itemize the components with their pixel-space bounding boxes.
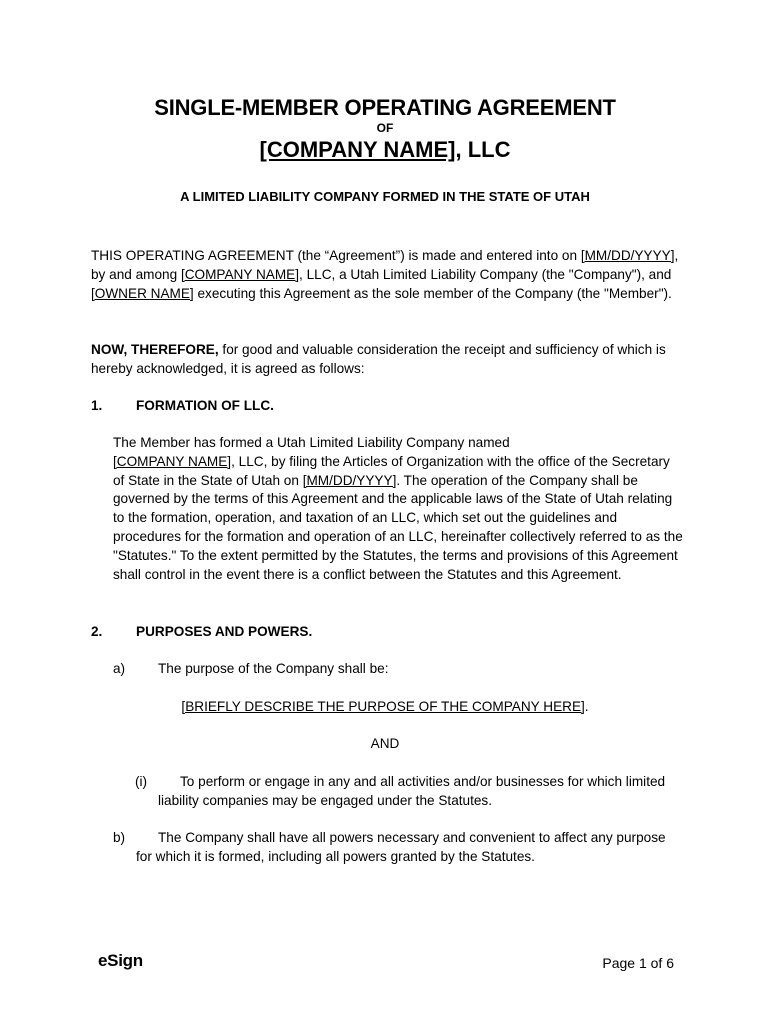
section-number: 2. (91, 624, 103, 639)
clause-a (113, 660, 683, 680)
date-placeholder: [MM/DD/YYYY] (580, 248, 675, 263)
page-number: Page 1 of 6 (602, 955, 674, 971)
clause-b-line-2: for which it is formed, including all powers granted by the Statutes. (136, 848, 535, 864)
clause-label: a) (113, 661, 126, 676)
intro-paragraph (91, 247, 683, 303)
clause-label: b) (113, 830, 126, 845)
section-title: FORMATION OF LLC. (136, 398, 274, 413)
section-1-heading (91, 397, 491, 417)
clause-i-line-2: liability companies may be engaged under the Statutes. (158, 792, 493, 808)
now-therefore-text: for good and valuable consideration the receipt and sufficiency of which is hereby acknowledged, it is agreed as follows: (91, 342, 666, 376)
section-1-text-3: . The operation of the Company shall be governed by the terms of this Agreement and the applicable laws of the State of Utah relating to the formation, operation, and taxation of an LLC, which set out the guidelines and procedures for the formation and operation of an LLC, hereinafter collectively referred to as the "Statutes." To the extent permitted by the Statutes, the terms and provisions of this Agreement shall control in the event there is a conflict between the Statutes and this Agreement. (113, 472, 683, 582)
clause-b (113, 829, 683, 867)
purpose-period: . (584, 699, 589, 714)
owner-name-placeholder: [OWNER NAME] (91, 285, 194, 301)
clause-i-line-1 (135, 773, 680, 792)
esign-logo: eSign (98, 951, 143, 970)
clause-text: The Company shall have all powers necessary and convenient to affect any purpose (158, 830, 666, 845)
section-2-heading (91, 623, 491, 643)
company-name-placeholder: [COMPANY NAME] (259, 137, 456, 162)
section-title: PURPOSES AND POWERS. (136, 624, 313, 639)
intro-text-4: executing this Agreement as the sole member of the Company (the "Member"). (193, 285, 672, 301)
clause-i (135, 773, 680, 811)
intro-text-1: THIS OPERATING AGREEMENT (the “Agreement”) is made and entered into on (91, 248, 578, 263)
section-number: 1. (91, 398, 103, 413)
now-therefore-bold: NOW, THEREFORE, (91, 342, 219, 357)
clause-text: The purpose of the Company shall be: (158, 661, 389, 676)
section-1-body (113, 434, 683, 584)
clause-b-line-1 (113, 829, 683, 848)
company-name-placeholder: [COMPANY NAME] (113, 453, 232, 469)
company-suffix: , LLC (455, 137, 511, 162)
company-name-placeholder: [COMPANY NAME] (180, 266, 300, 282)
clause-text: To perform or engage in any and all activities and/or businesses for which limited (180, 774, 666, 789)
purpose-placeholder: [BRIEFLY DESCRIBE THE PURPOSE OF THE COMPANY HERE] (181, 699, 585, 714)
clause-label: (i) (135, 774, 148, 789)
purpose-line (0, 698, 770, 716)
and-separator: AND (370, 736, 400, 751)
section-1-text-1: The Member has formed a Utah Limited Liability Company named (113, 435, 510, 450)
title-of: OF (376, 121, 394, 135)
document-title: SINGLE-MEMBER OPERATING AGREEMENT (154, 95, 616, 120)
company-title (0, 136, 770, 164)
date-placeholder: [MM/DD/YYYY] (302, 472, 397, 488)
now-therefore-paragraph (91, 341, 683, 379)
intro-text-3: , LLC, a Utah Limited Liability Company (the "Company"), and (299, 266, 672, 282)
intro-text-2: , by and among (91, 248, 679, 282)
section-1-text-2: , LLC, by filing the Articles of Organization with the office of the Secretary of State in the State of Utah on (113, 453, 670, 488)
document-subtitle: A LIMITED LIABILITY COMPANY FORMED IN THE STATE OF UTAH (180, 189, 590, 204)
